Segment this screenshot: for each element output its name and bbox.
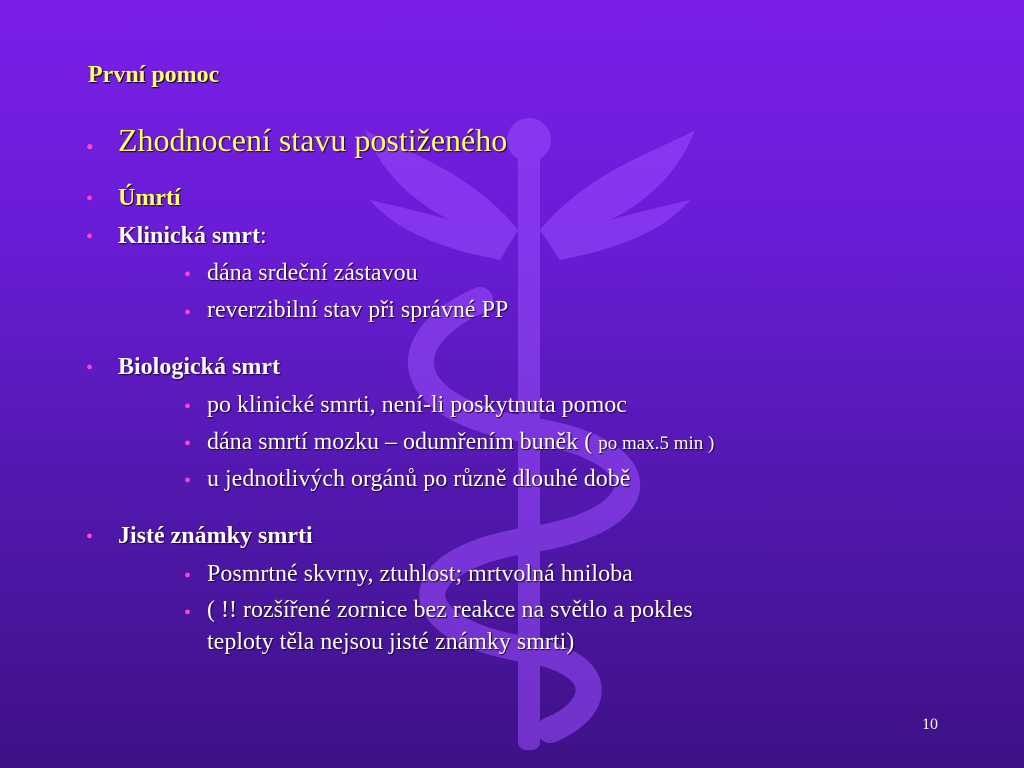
klinicka-heading	[118, 223, 267, 250]
bullet-dot-icon: •	[184, 302, 192, 324]
biologicka-heading: Biologická smrt	[118, 354, 280, 380]
jiste-heading: Jisté známky smrti	[118, 523, 313, 549]
bullet-dot-icon: •	[184, 565, 192, 587]
klinicka-item: dána srdeční zástavou	[207, 260, 418, 286]
jiste-item-continuation: teploty těla nejsou jisté známky smrti)	[207, 629, 575, 655]
biologicka-item	[207, 429, 714, 456]
bullet-dot-icon: •	[86, 188, 94, 210]
main-bullet: Zhodnocení stavu postiženého	[118, 122, 508, 158]
bullet-dot-icon: •	[184, 264, 192, 286]
bullet-dot-icon: •	[86, 357, 94, 379]
bullet-dot-icon: •	[86, 526, 94, 548]
slide-title: První pomoc	[88, 62, 220, 88]
klinicka-item: reverzibilní stav při správné PP	[207, 297, 509, 323]
bullet-dot-icon: •	[184, 602, 192, 624]
bullet-dot-icon: •	[184, 433, 192, 455]
biologicka-item-small: po max.5 min )	[598, 433, 715, 454]
bullet-dot-icon: •	[184, 470, 192, 492]
biologicka-item: po klinické smrti, není-li poskytnuta pomoc	[207, 392, 627, 418]
biologicka-item-main: dána smrtí mozku – odumřením buněk (	[207, 429, 599, 455]
biologicka-item: u jednotlivých orgánů po různě dlouhé době	[207, 466, 631, 492]
jiste-item: Posmrtné skvrny, ztuhlost; mrtvolná hniloba	[207, 561, 633, 587]
klinicka-colon: :	[260, 223, 267, 249]
klinicka-heading-text: Klinická smrt	[118, 223, 260, 249]
bullet-dot-icon: •	[184, 396, 192, 418]
bullet-dot-icon: •	[86, 134, 94, 159]
bullet-dot-icon: •	[86, 226, 94, 248]
slide-number: 10	[922, 716, 938, 733]
umrti-heading: Úmrtí	[118, 185, 181, 211]
jiste-item: ( !! rozšířené zornice bez reakce na světlo a pokles	[207, 597, 693, 623]
